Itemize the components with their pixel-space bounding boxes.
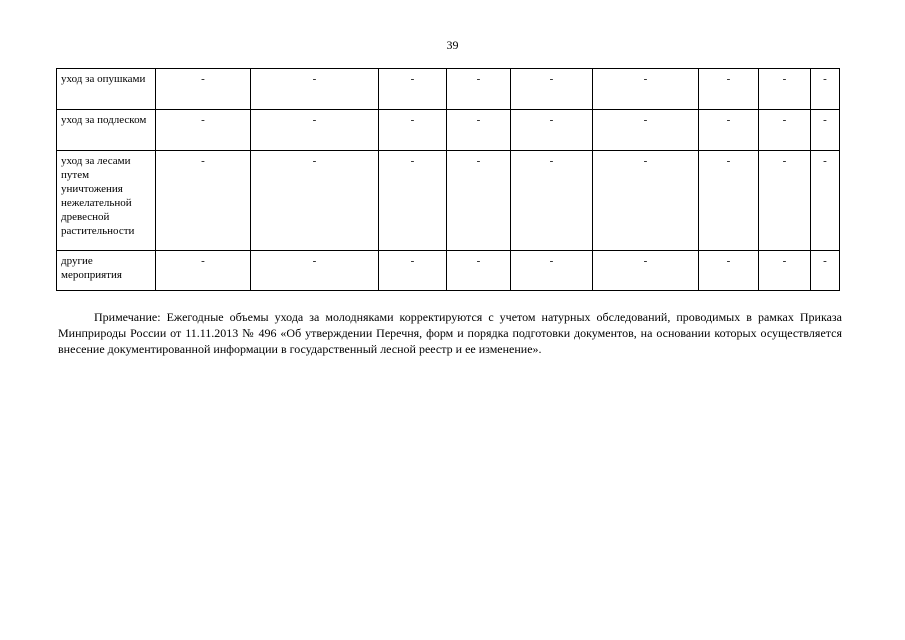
table-cell: - <box>699 69 759 110</box>
table-cell: - <box>511 110 593 151</box>
page-number: 39 <box>446 38 459 52</box>
footnote-text: Примечание: Ежегодные объемы ухода за молодняками корректируются с учетом натурных обследований, проводимых в рамках Приказа Минприроды России от 11.11.2013 № 496 «Об утверждении Перечня, форм и порядка подготовки документов, на основании которых осуществляется внесение документированной информации в государственный лесной реестр и ее изменение». <box>58 310 842 356</box>
table-cell: - <box>511 251 593 291</box>
row-label: уход за подлеском <box>57 110 156 151</box>
table-cell: - <box>511 69 593 110</box>
table-cell: - <box>811 151 840 251</box>
table-cell: - <box>447 251 511 291</box>
table-cell: - <box>593 251 699 291</box>
table-cell: - <box>593 110 699 151</box>
table-cell: - <box>759 110 811 151</box>
table-row <box>57 110 840 151</box>
table-row <box>57 69 840 110</box>
table-cell: - <box>593 151 699 251</box>
table-cell: - <box>699 251 759 291</box>
table-cell: - <box>447 69 511 110</box>
table-cell: - <box>156 251 251 291</box>
table-cell: - <box>593 69 699 110</box>
table-row <box>57 151 840 251</box>
table-cell: - <box>759 151 811 251</box>
table-cell: - <box>699 110 759 151</box>
table-cell: - <box>447 110 511 151</box>
table-cell: - <box>759 251 811 291</box>
table-cell: - <box>811 251 840 291</box>
table-cell: - <box>379 69 447 110</box>
table-cell: - <box>251 69 379 110</box>
table-cell: - <box>251 151 379 251</box>
table-cell: - <box>156 69 251 110</box>
row-label: другие мероприятия <box>57 251 156 291</box>
table-cell: - <box>251 110 379 151</box>
forest-care-table <box>56 68 840 291</box>
table-cell: - <box>811 69 840 110</box>
table-cell: - <box>156 110 251 151</box>
row-label: уход за лесами путем уничтожения нежелательной древесной растительности <box>57 151 156 251</box>
table-cell: - <box>379 110 447 151</box>
table-cell: - <box>811 110 840 151</box>
table-cell: - <box>379 251 447 291</box>
table-row <box>57 251 840 291</box>
table-cell: - <box>699 151 759 251</box>
row-label: уход за опушками <box>57 69 156 110</box>
table-cell: - <box>379 151 447 251</box>
table-cell: - <box>511 151 593 251</box>
table-cell: - <box>156 151 251 251</box>
table-cell: - <box>759 69 811 110</box>
table-cell: - <box>447 151 511 251</box>
table-cell: - <box>251 251 379 291</box>
